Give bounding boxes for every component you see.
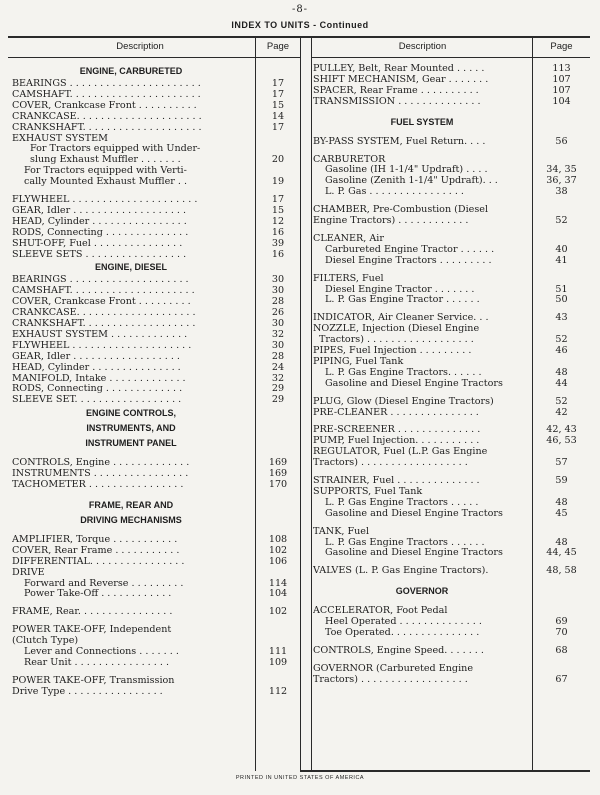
entry-description: FRAME, Rear. . . . . . . . . . . . . . . . (12, 606, 173, 618)
entry-page-number: 44, 45 (546, 547, 577, 559)
entry-description: FILTERS, Fuel (313, 272, 384, 284)
entry-description: TACHOMETER . . . . . . . . . . . . . . . . (12, 479, 184, 490)
entry-page-number: 45 (555, 507, 568, 519)
entry-page-number: 14 (271, 110, 285, 122)
entry-description: EXHAUST SYSTEM . . . . . . . . . . . . . (12, 328, 188, 340)
entry-page-number: 32 (271, 372, 285, 384)
entry-page-number: 114 (268, 577, 288, 589)
entry-description: Gasoline (IH 1-1/4" Updraft) . . . . (325, 164, 488, 176)
entry-page-number: 19 (271, 176, 285, 188)
entry-description: GEAR, Idler . . . . . . . . . . . . . . . . . . . (12, 204, 187, 216)
entry-page-number: 106 (268, 555, 288, 567)
entry-description: RODS, Connecting . . . . . . . . . . . . . . (12, 226, 189, 238)
entry-page-number: 104 (268, 588, 288, 600)
entry-description: GEAR, Idler . . . . . . . . . . . . . . . . . . (12, 350, 180, 362)
entry-page-number: 50 (555, 294, 568, 306)
entry-page-number: 17 (271, 88, 285, 100)
entry-description: Carbureted Engine Tractor . . . . . . (325, 243, 495, 255)
entry-description: CAMSHAFT. . . . . . . . . . . . . . . . . . . . . (12, 285, 195, 297)
entry-description: PLUG, Glow (Diesel Engine Tractors) (313, 395, 494, 407)
section-heading: ENGINE CONTROLS, (85, 408, 176, 419)
section-heading: FUEL SYSTEM (390, 116, 454, 127)
entry-description: EXHAUST SYSTEM (12, 132, 108, 144)
entry-page-number: 42, 43 (546, 424, 577, 436)
entry-description: Gasoline (Zenith 1-1/4" Updraft). . . (325, 175, 498, 187)
entry-description: INDICATOR, Air Cleaner Service. . . (313, 312, 489, 324)
section-heading: DRIVING MECHANISMS (80, 514, 182, 525)
entry-page-number: 28 (271, 296, 285, 308)
entry-page-number: 108 (268, 533, 288, 545)
entry-page-number: 16 (271, 226, 285, 238)
entry-description: Heel Operated . . . . . . . . . . . . . . (325, 616, 482, 628)
entry-description: GOVERNOR (Carbureted Engine (313, 662, 473, 674)
entry-page-number: 30 (271, 318, 285, 329)
entry-page-number: 102 (268, 544, 288, 556)
entry-page-number: 43 (555, 312, 568, 324)
entry-page-number: 36, 37 (546, 175, 577, 187)
section-heading: ENGINE, DIESEL (94, 262, 167, 273)
entry-description: Power Take-Off . . . . . . . . . . . . (24, 588, 172, 600)
entry-page-number: 70 (555, 627, 568, 638)
entry-description: MANIFOLD, Intake . . . . . . . . . . . . . (12, 372, 186, 384)
entry-page-number: 32 (271, 328, 285, 340)
header-bottom-rule-right (312, 57, 590, 58)
entry-page-number: 169 (268, 457, 288, 469)
entry-page-number: 107 (552, 73, 571, 85)
entry-description: SHIFT MECHANISM, Gear . . . . . . . (313, 73, 489, 85)
entry-description: CRANKSHAFT. . . . . . . . . . . . . . . . . . . (12, 318, 196, 329)
entry-page-number: 26 (271, 307, 285, 319)
entry-description: Toe Operated. . . . . . . . . . . . . . . (325, 627, 480, 638)
entry-page-number: 69 (555, 616, 568, 628)
entry-description: DIFFERENTIAL. . . . . . . . . . . . . . . . (12, 555, 185, 567)
entry-description: L. P. Gas Engine Tractors . . . . . . (325, 536, 485, 548)
entry-page-number: 56 (555, 135, 568, 147)
entry-description: (Clutch Type) (12, 635, 79, 647)
entry-page-number: 39 (271, 237, 285, 249)
entry-description: DRIVE (12, 566, 45, 578)
entry-description: Drive Type . . . . . . . . . . . . . . . . (12, 685, 163, 697)
entry-description: Gasoline and Diesel Engine Tractors (325, 547, 503, 559)
entry-page-number: 52 (555, 334, 568, 346)
entry-description: CARBURETOR (313, 153, 386, 165)
entry-description: REGULATOR, Fuel (L.P. Gas Engine (313, 446, 488, 458)
entry-page-number: 68 (555, 644, 568, 656)
entry-description: SPACER, Rear Frame . . . . . . . . . . (313, 84, 479, 96)
entry-page-number: 113 (552, 63, 571, 74)
entry-description: ACCELERATOR, Foot Pedal (313, 605, 448, 617)
entry-description: CLEANER, Air (313, 232, 384, 244)
entry-description: L. P. Gas Engine Tractors. . . . . . (325, 366, 482, 378)
entry-page-number: 104 (552, 95, 571, 107)
footer-printed-in: PRINTED IN UNITED STATES OF AMERICA (235, 775, 365, 781)
left-description-header: Description (116, 41, 164, 52)
entry-page-number: 16 (271, 248, 285, 260)
section-heading: GOVERNOR (395, 586, 449, 597)
entry-page-number: 48, 58 (546, 565, 577, 577)
entry-description: CHAMBER, Pre-Combustion (Diesel (313, 204, 489, 216)
entry-description: For Tractors equipped with Under- (30, 143, 201, 155)
entry-page-number: 112 (268, 685, 288, 697)
entry-description: Tractors) . . . . . . . . . . . . . . . . . . (319, 334, 474, 346)
section-heading: FRAME, REAR AND (88, 499, 174, 510)
entry-page-number: 20 (271, 154, 285, 166)
entry-description: SLEEVE SET. . . . . . . . . . . . . . . . . . (12, 394, 182, 406)
entry-description: FLYWHEEL . . . . . . . . . . . . . . . . . . . . . (12, 194, 198, 205)
entry-description: SHUT-OFF, Fuel . . . . . . . . . . . . . . . (12, 237, 183, 249)
entry-description: slung Exhaust Muffler . . . . . . . (30, 154, 181, 166)
section-heading: ENGINE, CARBURETED (79, 66, 183, 76)
entry-description: PRE-CLEANER . . . . . . . . . . . . . . . (313, 406, 479, 418)
entry-description: Diesel Engine Tractors . . . . . . . . . (325, 254, 492, 266)
entry-page-number: 17 (271, 121, 285, 133)
entry-description: PULLEY, Belt, Rear Mounted . . . . . (313, 63, 485, 74)
entry-page-number: 38 (555, 186, 568, 198)
entry-page-number: 107 (552, 84, 571, 96)
entry-description: L. P. Gas Engine Tractors . . . . . (325, 496, 479, 508)
entry-page-number: 30 (271, 274, 285, 286)
entry-page-number: 17 (271, 194, 285, 205)
entry-description: COVER, Crankcase Front . . . . . . . . . . (12, 99, 197, 111)
entry-description: TANK, Fuel (313, 525, 370, 537)
entry-description: Tractors) . . . . . . . . . . . . . . . . . . (313, 673, 468, 685)
entry-description: Forward and Reverse . . . . . . . . . (24, 577, 184, 589)
entry-page-number: 30 (271, 339, 285, 351)
entry-description: TRANSMISSION . . . . . . . . . . . . . . (313, 95, 481, 107)
table-bottom-rule (300, 770, 590, 772)
entry-description: STRAINER, Fuel . . . . . . . . . . . . . . (313, 475, 480, 486)
table-top-rule (8, 36, 590, 38)
entry-description: COVER, Crankcase Front . . . . . . . . . (12, 296, 191, 308)
section-heading: INSTRUMENT PANEL (85, 438, 177, 449)
entry-page-number: 52 (555, 395, 568, 407)
entry-description: CONTROLS, Engine Speed. . . . . . . (313, 644, 484, 656)
right-page-header: Page (550, 41, 573, 52)
entry-page-number: 48 (555, 496, 568, 508)
entry-page-number: 57 (555, 457, 568, 469)
entry-page-number: 28 (271, 350, 285, 362)
entry-description: Engine Tractors) . . . . . . . . . . . . (313, 215, 469, 226)
entry-description: PUMP, Fuel Injection. . . . . . . . . . . (313, 435, 480, 447)
entry-page-number: 15 (271, 99, 285, 111)
entry-page-number: 44 (555, 377, 568, 389)
entry-description: For Tractors equipped with Verti- (24, 165, 187, 177)
entry-page-number: 169 (268, 468, 288, 480)
entry-description: FLYWHEEL . . . . . . . . . . . . . . . . . . . . (12, 339, 192, 351)
entry-description: AMPLIFIER, Torque . . . . . . . . . . . (12, 533, 178, 545)
entry-description: BY-PASS SYSTEM, Fuel Return. . . . (313, 135, 486, 147)
left-page-header: Page (266, 41, 290, 52)
entry-page-number: 29 (271, 394, 285, 406)
entry-description: NOZZLE, Injection (Diesel Engine (313, 323, 480, 335)
section-heading: INSTRUMENTS, AND (86, 423, 176, 434)
entry-description: CONTROLS, Engine . . . . . . . . . . . . . (12, 457, 190, 469)
entry-description: L. P. Gas Engine Tractor . . . . . . (325, 294, 480, 306)
entry-description: PIPING, Fuel Tank (313, 355, 404, 367)
entry-page-number: 42 (555, 406, 568, 418)
entry-description: CRANKCASE. . . . . . . . . . . . . . . . . . . . . (12, 110, 202, 122)
entry-description: Diesel Engine Tractor . . . . . . . (325, 283, 475, 295)
entry-page-number: 59 (555, 475, 568, 486)
center-divider-inner (311, 36, 312, 771)
entry-description: BEARINGS . . . . . . . . . . . . . . . . . . . . (12, 274, 189, 286)
entry-page-number: 17 (271, 78, 285, 89)
entry-description: HEAD, Cylinder . . . . . . . . . . . . . . . (12, 361, 181, 373)
entry-description: POWER TAKE-OFF, Independent (12, 624, 172, 636)
entry-page-number: 40 (555, 243, 568, 255)
entry-page-number: 34, 35 (546, 164, 577, 176)
entry-page-number: 30 (271, 285, 285, 297)
entry-description: Gasoline and Diesel Engine Tractors (325, 507, 503, 519)
header-bottom-rule-left (8, 57, 301, 58)
entry-description: SUPPORTS, Fuel Tank (313, 485, 423, 497)
entry-page-number: 51 (555, 283, 568, 295)
page-number: -8- (291, 4, 309, 15)
entry-description: cally Mounted Exhaust Muffler . . (24, 176, 188, 188)
entry-page-number: 48 (555, 536, 568, 548)
entry-page-number: 41 (555, 254, 568, 266)
entry-description: VALVES (L. P. Gas Engine Tractors). (313, 565, 489, 577)
entry-description: PRE-SCREENER . . . . . . . . . . . . . . (313, 424, 481, 436)
entry-description: Rear Unit . . . . . . . . . . . . . . . . (24, 656, 170, 668)
entry-description: CRANKSHAFT. . . . . . . . . . . . . . . . . . . . (12, 121, 202, 133)
entry-page-number: 170 (268, 479, 288, 490)
entry-page-number: 46 (555, 345, 568, 356)
entry-page-number: 111 (268, 646, 288, 657)
entry-description: RODS, Connecting . . . . . . . . . . . . . (12, 383, 183, 395)
entry-page-number: 52 (555, 215, 568, 226)
entry-page-number: 24 (271, 361, 285, 373)
entry-description: CRANKCASE. . . . . . . . . . . . . . . . . . . . (12, 307, 196, 319)
entry-page-number: 48 (555, 366, 568, 378)
entry-description: HEAD, Cylinder . . . . . . . . . . . . . . . . (12, 215, 187, 227)
entry-description: COVER, Rear Frame . . . . . . . . . . . (12, 544, 180, 556)
entry-page-number: 12 (271, 215, 285, 227)
entry-description: SLEEVE SETS . . . . . . . . . . . . . . . . . (12, 248, 187, 260)
entry-description: BEARINGS . . . . . . . . . . . . . . . . . . . . . . (12, 78, 201, 89)
entry-page-number: 109 (268, 656, 288, 668)
right-description-header: Description (398, 41, 447, 52)
entry-description: Gasoline and Diesel Engine Tractors (325, 377, 503, 389)
entry-page-number: 46, 53 (546, 435, 577, 447)
entry-page-number: 15 (271, 204, 285, 216)
entry-description: INSTRUMENTS . . . . . . . . . . . . . . . . (12, 468, 189, 480)
entry-description: CAMSHAFT. . . . . . . . . . . . . . . . . . . . . . (12, 88, 201, 100)
center-divider (300, 36, 301, 771)
entry-description: Lever and Connections . . . . . . . (24, 646, 179, 657)
entry-description: PIPES, Fuel Injection . . . . . . . . . (313, 345, 472, 356)
entry-description: POWER TAKE-OFF, Transmission (12, 674, 175, 686)
entry-page-number: 102 (268, 606, 288, 618)
entry-page-number: 67 (555, 673, 568, 685)
page-title: INDEX TO UNITS - Continued (231, 20, 369, 30)
entry-page-number: 29 (271, 383, 285, 395)
entry-description: L. P. Gas . . . . . . . . . . . . . . . . (325, 186, 464, 198)
entry-description: Tractors) . . . . . . . . . . . . . . . . . . (313, 457, 468, 469)
